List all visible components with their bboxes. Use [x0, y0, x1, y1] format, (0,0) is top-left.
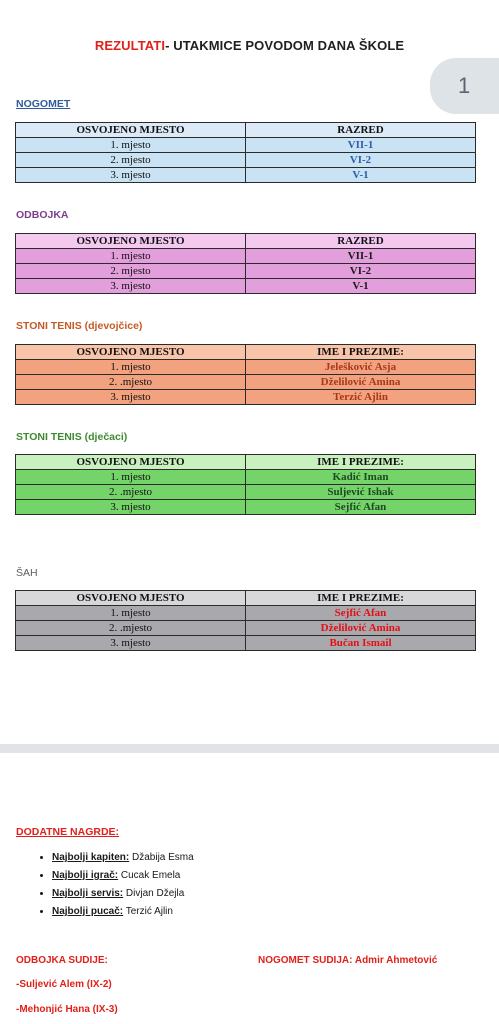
page-title — [0, 38, 499, 53]
place-cell: 3. mjesto — [16, 500, 246, 515]
list-item — [52, 886, 194, 904]
table-row — [16, 249, 476, 264]
column-header-place: OSVOJENO MJESTO — [16, 345, 246, 360]
list-item — [52, 868, 194, 886]
column-header-value: IME I PREZIME: — [246, 591, 476, 606]
results-table-nogomet — [15, 122, 476, 183]
value-cell: V-1 — [246, 168, 476, 183]
section-heading-stoni-tenis-djevojcice: STONI TENIS (djevojčice) — [16, 320, 143, 332]
section-heading-nogomet: NOGOMET — [16, 98, 71, 110]
place-cell: 1. mjesto — [16, 249, 246, 264]
table-row — [16, 360, 476, 375]
award-label: Najbolji kapiten: — [52, 852, 130, 863]
table-row — [16, 138, 476, 153]
table-header-row — [16, 591, 476, 606]
place-cell: 2. .mjesto — [16, 621, 246, 636]
column-header-place: OSVOJENO MJESTO — [16, 123, 246, 138]
column-header-value: RAZRED — [246, 123, 476, 138]
value-cell: VII-1 — [246, 249, 476, 264]
place-cell: 3. mjesto — [16, 390, 246, 405]
table-header-row — [16, 234, 476, 249]
award-value: Džabija Esma — [129, 852, 194, 863]
nogomet-referee: NOGOMET SUDIJA: Admir Ahmetović — [258, 955, 438, 966]
place-cell: 3. mjesto — [16, 168, 246, 183]
results-table-stoni-tenis-djecaci — [15, 454, 476, 515]
table-row — [16, 390, 476, 405]
value-cell: Suljević Ishak — [246, 485, 476, 500]
odbojka-referee-item: -Suljević Alem (IX-2) — [16, 979, 112, 990]
place-cell: 1. mjesto — [16, 470, 246, 485]
value-cell: Dželilović Amina — [246, 375, 476, 390]
value-cell: Sejfić Afan — [246, 606, 476, 621]
value-cell: VII-1 — [246, 138, 476, 153]
results-table-odbojka — [15, 233, 476, 294]
results-table-stoni-tenis-djevojcice — [15, 344, 476, 405]
list-item — [52, 850, 194, 868]
value-cell: Jelešković Asja — [246, 360, 476, 375]
awards-heading: DODATNE NAGRDE: — [16, 826, 120, 838]
table-row — [16, 279, 476, 294]
value-cell: Kadić Iman — [246, 470, 476, 485]
place-cell: 1. mjesto — [16, 138, 246, 153]
value-cell: V-1 — [246, 279, 476, 294]
value-cell: Sejfić Afan — [246, 500, 476, 515]
table-header-row — [16, 455, 476, 470]
column-header-value: IME I PREZIME: — [246, 455, 476, 470]
section-heading-odbojka: ODBOJKA — [16, 209, 69, 221]
award-value: Divjan Džejla — [123, 888, 185, 899]
table-row — [16, 636, 476, 651]
value-cell: VI-2 — [246, 153, 476, 168]
award-label: Najbolji servis: — [52, 888, 124, 899]
place-cell: 1. mjesto — [16, 606, 246, 621]
title-prefix: REZULTATI — [94, 38, 166, 53]
award-label: Najbolji pucač: — [52, 906, 124, 917]
table-row — [16, 621, 476, 636]
value-cell: Terzić Ajlin — [246, 390, 476, 405]
odbojka-referee-item: -Mehonjić Hana (IX-3) — [16, 1004, 118, 1015]
column-header-place: OSVOJENO MJESTO — [16, 591, 246, 606]
table-row — [16, 375, 476, 390]
section-heading-sah: ŠAH — [16, 567, 38, 579]
place-cell: 2. .mjesto — [16, 375, 246, 390]
section-heading-stoni-tenis-djecaci: STONI TENIS (dječaci) — [16, 431, 128, 443]
table-row — [16, 153, 476, 168]
table-row — [16, 470, 476, 485]
award-value: Terzić Ajlin — [123, 906, 173, 917]
place-cell: 2. mjesto — [16, 153, 246, 168]
odbojka-referees-heading: ODBOJKA SUDIJE: — [16, 955, 108, 966]
list-item — [52, 904, 194, 922]
place-cell: 1. mjesto — [16, 360, 246, 375]
place-cell: 2. mjesto — [16, 264, 246, 279]
table-header-row — [16, 345, 476, 360]
value-cell: Dželilović Amina — [246, 621, 476, 636]
table-row — [16, 264, 476, 279]
title-rest: - UTAKMICE POVODOM DANA ŠKOLE — [165, 38, 405, 53]
value-cell: Bučan Ismail — [246, 636, 476, 651]
table-header-row — [16, 123, 476, 138]
award-label: Najbolji igrač: — [52, 870, 119, 881]
place-cell: 2. .mjesto — [16, 485, 246, 500]
results-table-sah — [15, 590, 476, 651]
page-number-badge: 1 — [430, 58, 499, 114]
column-header-place: OSVOJENO MJESTO — [16, 455, 246, 470]
value-cell: VI-2 — [246, 264, 476, 279]
table-row — [16, 485, 476, 500]
place-cell: 3. mjesto — [16, 636, 246, 651]
table-row — [16, 606, 476, 621]
table-row — [16, 168, 476, 183]
table-row — [16, 500, 476, 515]
awards-list — [36, 850, 194, 922]
place-cell: 3. mjesto — [16, 279, 246, 294]
column-header-place: OSVOJENO MJESTO — [16, 234, 246, 249]
column-header-value: IME I PREZIME: — [246, 345, 476, 360]
page-divider — [0, 744, 499, 753]
award-value: Cucak Emela — [118, 870, 181, 881]
column-header-value: RAZRED — [246, 234, 476, 249]
